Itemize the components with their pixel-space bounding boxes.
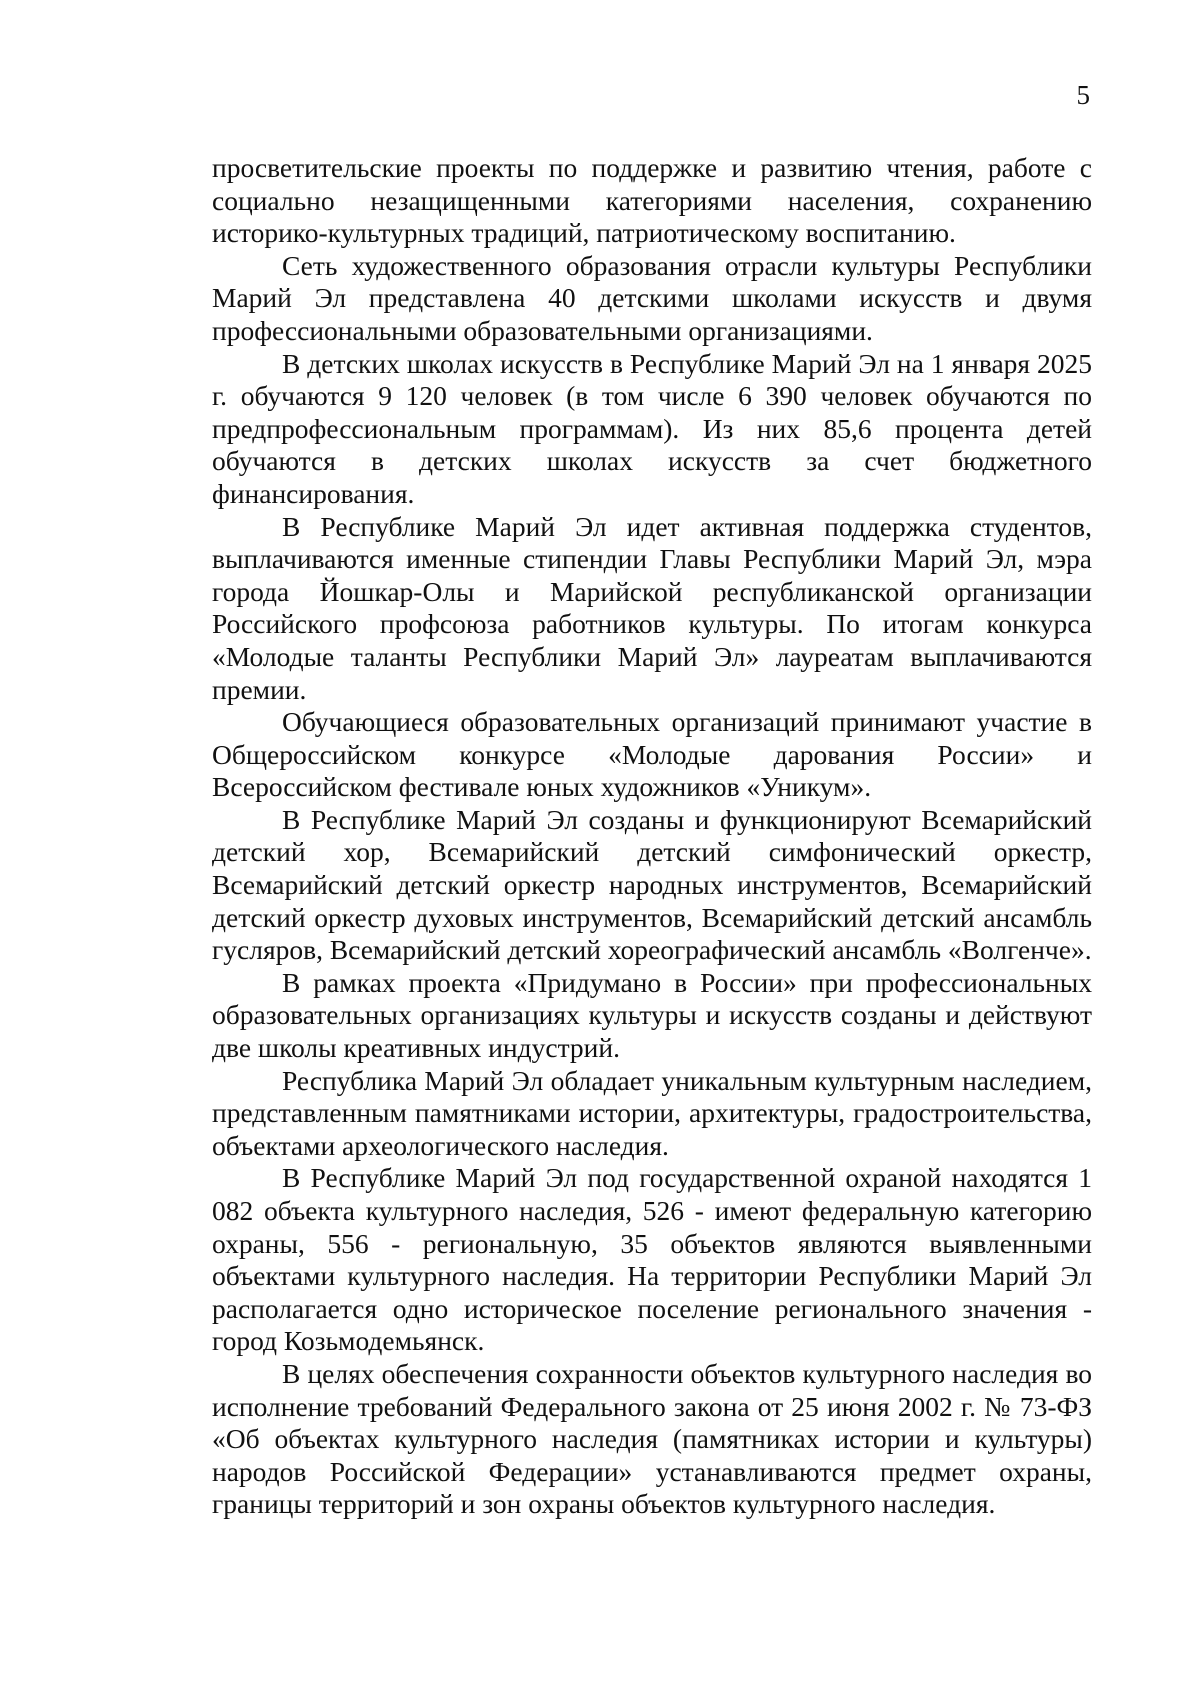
paragraph: В Республике Марий Эл идет активная поддержка студентов, выплачиваются именные стипендии Главы Республики Марий Эл, мэра города Йошкар-Олы и Марийской республиканской организации Российского профсоюза работников культуры. По итогам конкурса «Молодые таланты Республики Марий Эл» лауреатам выплачиваются премии.	[212, 510, 1092, 705]
paragraph: В Республике Марий Эл созданы и функционируют Всемарийский детский хор, Всемарийский детский симфонический оркестр, Всемарийский детский оркестр народных инструментов, Всемарийский детский оркестр духовых инструментов, Всемарийский детский ансамбль гусляров, Всемарийский детский хореографический ансамбль «Волгенче».	[212, 803, 1092, 966]
paragraph: В рамках проекта «Придумано в России» при профессиональных образовательных организациях культуры и искусств созданы и действуют две школы креативных индустрий.	[212, 966, 1092, 1064]
paragraph: Республика Марий Эл обладает уникальным культурным наследием, представленным памятниками истории, архитектуры, градостроительства, объектами археологического наследия.	[212, 1064, 1092, 1161]
page-number: 5	[1076, 80, 1090, 110]
paragraph: В детских школах искусств в Республике Марий Эл на 1 января 2025 г. обучаются 9 120 человек (в том числе 6 390 человек обучаются по предпрофессиональным программам). Из них 85,6 процента детей обучаются в детских школах искусств за счет бюджетного финансирования.	[212, 347, 1092, 509]
paragraph: В Республике Марий Эл под государственной охраной находятся 1 082 объекта культурного наследия, 526 - имеют федеральную категорию охраны, 556 - региональную, 35 объектов являются выявленными объектами культурного наследия. На территории Республики Марий Эл располагается одно историческое поселение регионального значения - город Козьмодемьянск.	[212, 1162, 1092, 1357]
paragraph: Обучающиеся образовательных организаций принимают участие в Общероссийском конкурсе «Молодые дарования России» и Всероссийском фестивале юных художников «Уникум».	[212, 706, 1092, 803]
paragraph-continued: просветительские проекты по поддержке и развитию чтения, работе с социально незащищенными категориями населения, сохранению историко-культурных традиций, патриотическому воспитанию.	[212, 152, 1092, 249]
paragraph: Сеть художественного образования отрасли культуры Республики Марий Эл представлена 40 детскими школами искусств и двумя профессиональными образовательными организациями.	[212, 249, 1092, 346]
paragraph: В целях обеспечения сохранности объектов культурного наследия во исполнение требований Федерального закона от 25 июня 2002 г. № 73-ФЗ «Об объектах культурного наследия (памятниках истории и культуры) народов Российской Федерации» устанавливаются предмет охраны, границы территорий и зон охраны объектов культурного наследия.	[212, 1357, 1092, 1520]
document-body	[212, 152, 1092, 1521]
